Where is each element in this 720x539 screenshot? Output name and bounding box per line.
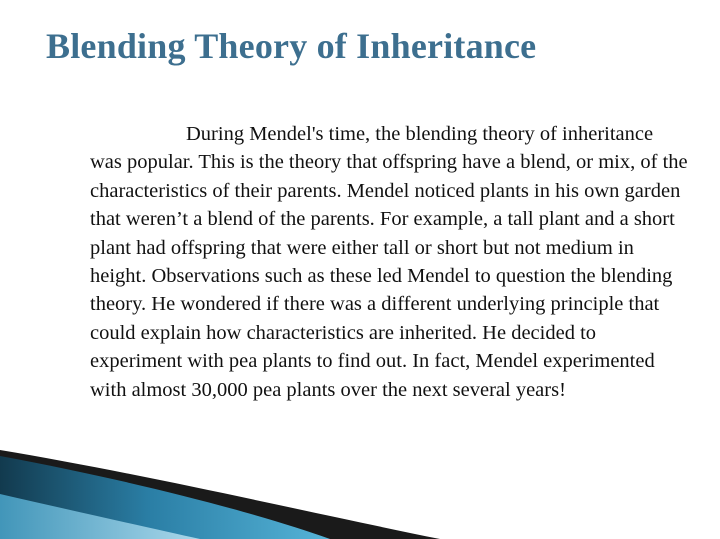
paragraph-text: During Mendel's time, the blending theory of inheritance was popular. This is the theory that offspring have a blend, or mix, of the characteristics of their parents. Mendel noticed plants in his own garden that weren’t a blend of the parents. For example, a tall plant and a short plant had offspring that were either tall or short but not medium in height. Observations such as these led Mendel to question the blending theory. He wondered if there was a different underlying principle that could explain how characteristics are inherited. He decided to experiment with pea plants to find out. In fact, Mendel experimented with almost 30,000 pea plants over the next several years! <box>90 123 688 401</box>
decorative-swoosh <box>0 440 720 539</box>
body-paragraph <box>90 120 690 404</box>
slide-title: Blending Theory of Inheritance <box>46 26 537 66</box>
